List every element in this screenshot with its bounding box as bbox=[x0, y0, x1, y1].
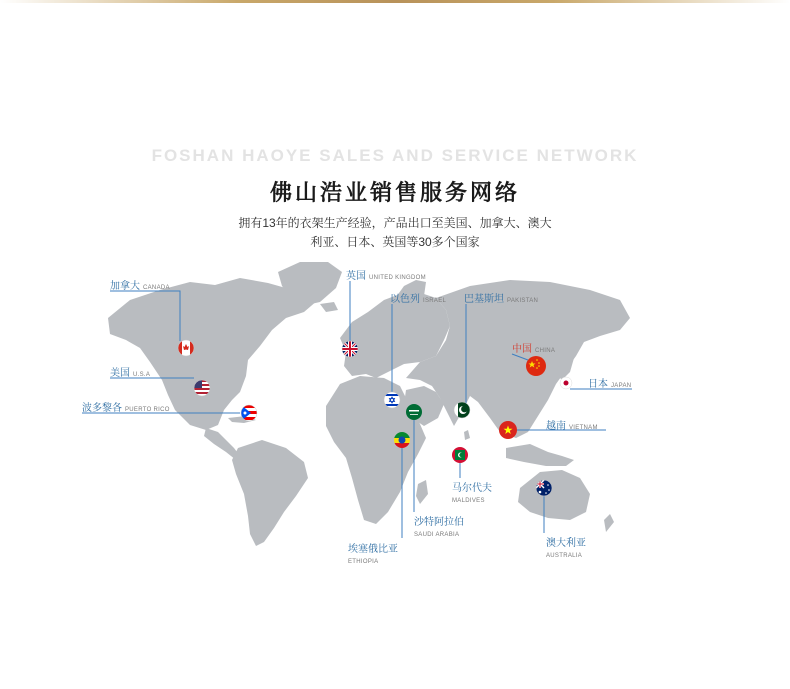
island-sri-lanka bbox=[464, 430, 470, 440]
label-saudi-en: SAUDI ARABIA bbox=[414, 532, 460, 538]
label-puerto-rico bbox=[82, 401, 170, 416]
label-japan-en: JAPAN bbox=[611, 383, 632, 389]
label-usa-cn: 美国 bbox=[110, 368, 130, 379]
label-canada-en: CANADA bbox=[143, 285, 170, 291]
flag-china-icon bbox=[526, 356, 546, 376]
island-new-zealand bbox=[604, 514, 614, 532]
label-china-cn: 中国 bbox=[512, 344, 532, 355]
label-ethiopia bbox=[348, 542, 398, 568]
label-ethiopia-cn: 埃塞俄比亚 bbox=[348, 544, 398, 555]
label-japan bbox=[588, 377, 631, 392]
label-saudi bbox=[414, 515, 464, 541]
continent-australia bbox=[518, 470, 590, 520]
label-canada bbox=[110, 279, 170, 294]
label-puerto-rico-cn: 波多黎各 bbox=[82, 403, 122, 414]
continents bbox=[108, 262, 630, 546]
label-australia-en: AUSTRALIA bbox=[546, 553, 583, 559]
label-canada-cn: 加拿大 bbox=[110, 281, 140, 292]
label-vietnam bbox=[546, 419, 598, 434]
label-maldives-cn: 马尔代夫 bbox=[452, 483, 492, 494]
label-uk-en: UNITED KINGDOM bbox=[369, 275, 426, 281]
label-israel-en: ISRAEL bbox=[423, 298, 447, 304]
label-pakistan-en: PAKISTAN bbox=[507, 298, 539, 304]
flag-maldives-icon bbox=[452, 447, 468, 463]
flag-puerto-rico-icon bbox=[241, 405, 257, 421]
label-china bbox=[512, 342, 555, 357]
label-israel-cn: 以色列 bbox=[390, 294, 420, 305]
label-saudi-cn: 沙特阿拉伯 bbox=[414, 517, 464, 528]
label-ethiopia-en: ETHIOPIA bbox=[348, 559, 379, 565]
label-maldives-en: MALDIVES bbox=[452, 498, 485, 504]
subtitle-en: FOSHAN HAOYE SALES AND SERVICE NETWORK bbox=[151, 146, 639, 165]
island-iceland bbox=[320, 302, 338, 312]
label-uk bbox=[346, 269, 426, 284]
label-usa bbox=[110, 366, 150, 381]
label-usa-en: U.S.A bbox=[133, 372, 151, 378]
label-uk-cn: 英国 bbox=[346, 271, 366, 282]
continent-south-america bbox=[232, 440, 308, 546]
description-line-2: 利亚、日本、英国等30多个国家 bbox=[310, 235, 480, 249]
flag-australia-icon bbox=[536, 480, 552, 496]
label-china-en: CHINA bbox=[535, 348, 556, 354]
label-japan-cn: 日本 bbox=[588, 379, 608, 390]
flag-uk-icon bbox=[342, 341, 358, 357]
label-puerto-rico-en: PUERTO RICO bbox=[125, 407, 170, 413]
islands-southeast-asia bbox=[506, 444, 574, 466]
label-vietnam-cn: 越南 bbox=[546, 421, 566, 432]
flag-usa-icon bbox=[194, 380, 210, 396]
label-maldives bbox=[452, 481, 492, 507]
label-australia-cn: 澳大利亚 bbox=[546, 538, 586, 549]
label-vietnam-en: VIETNAM bbox=[569, 425, 598, 431]
flag-saudi-icon bbox=[406, 404, 422, 420]
flag-japan-icon bbox=[560, 377, 572, 389]
page-title: 佛山浩业销售服务网络 bbox=[269, 181, 520, 206]
label-australia bbox=[546, 536, 586, 562]
label-pakistan-cn: 巴基斯坦 bbox=[464, 294, 504, 305]
island-madagascar bbox=[416, 480, 428, 504]
flag-canada-icon bbox=[178, 340, 194, 356]
flag-vietnam-icon bbox=[499, 421, 517, 439]
flag-pakistan-icon bbox=[454, 402, 470, 418]
label-israel bbox=[390, 292, 446, 307]
description-line-1: 拥有13年的衣架生产经验，产品出口至美国、加拿大、澳大 bbox=[238, 216, 552, 230]
flag-israel-icon bbox=[384, 392, 400, 408]
label-pakistan bbox=[464, 292, 538, 307]
